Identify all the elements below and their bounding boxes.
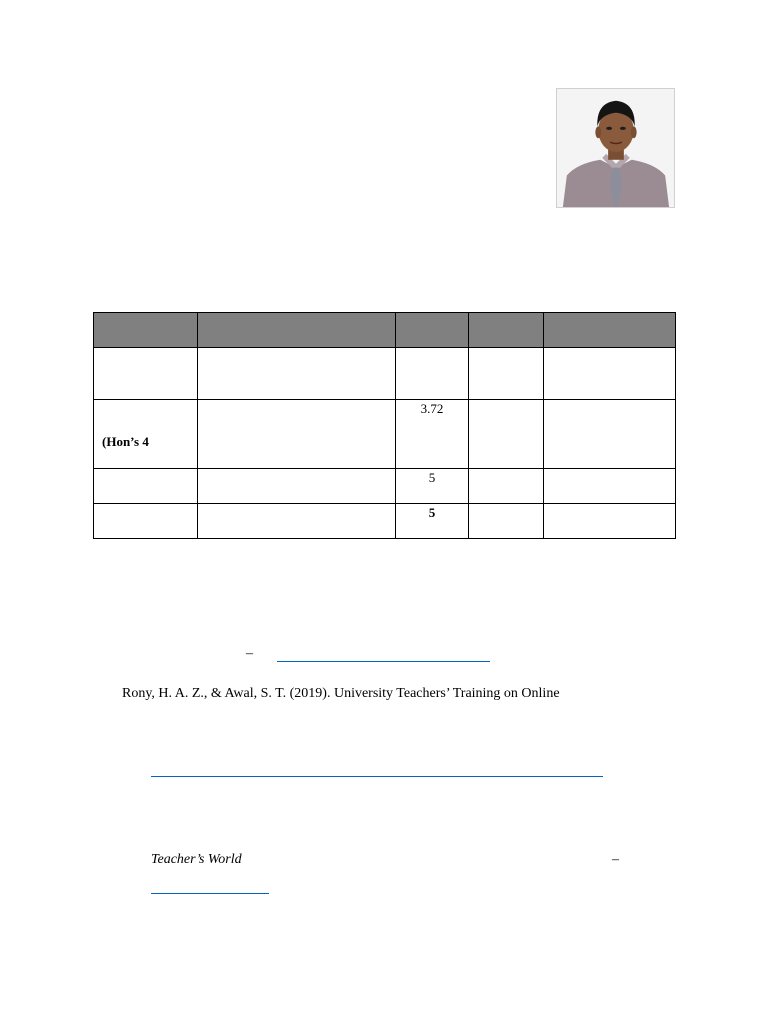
table-row [94,348,676,400]
table-cell [198,469,396,504]
table-cell [469,400,544,469]
hyperlink-underline[interactable] [151,776,603,777]
table-cell [544,400,676,469]
table-cell [469,348,544,400]
table-cell [198,400,396,469]
table-row [94,400,676,469]
header-cell [469,313,544,348]
table-cell [544,504,676,539]
gpa-cell: 3.72 [396,400,469,469]
table-cell [396,348,469,400]
table-cell [94,469,198,504]
table-cell [94,348,198,400]
table-cell [469,504,544,539]
header-cell [544,313,676,348]
table-row [94,504,676,539]
table-cell [544,348,676,400]
table-cell [544,469,676,504]
header-cell [396,313,469,348]
table-header [94,313,676,348]
header-cell [198,313,396,348]
degree-label: (Hon’s 4 [102,434,149,449]
table-row [94,469,676,504]
header-cell [94,313,198,348]
table-cell [94,400,198,469]
hyperlink-underline[interactable] [151,893,269,894]
gpa-cell: 5 [396,504,469,539]
journal-title: Teacher’s World [151,852,242,867]
separator-dash: – [612,852,619,867]
table-cell [198,504,396,539]
publication-citation: Rony, H. A. Z., & Awal, S. T. (2019). University Teachers’ Training on Online [122,686,560,701]
profile-photo [556,88,675,208]
hyperlink-underline[interactable] [277,661,490,662]
gpa-cell: 5 [396,469,469,504]
separator-dash: – [246,646,253,661]
table-cell [198,348,396,400]
education-table [93,312,676,539]
table-cell [469,469,544,504]
table-header-row [94,313,676,348]
portrait-image [557,89,674,207]
table-cell [94,504,198,539]
